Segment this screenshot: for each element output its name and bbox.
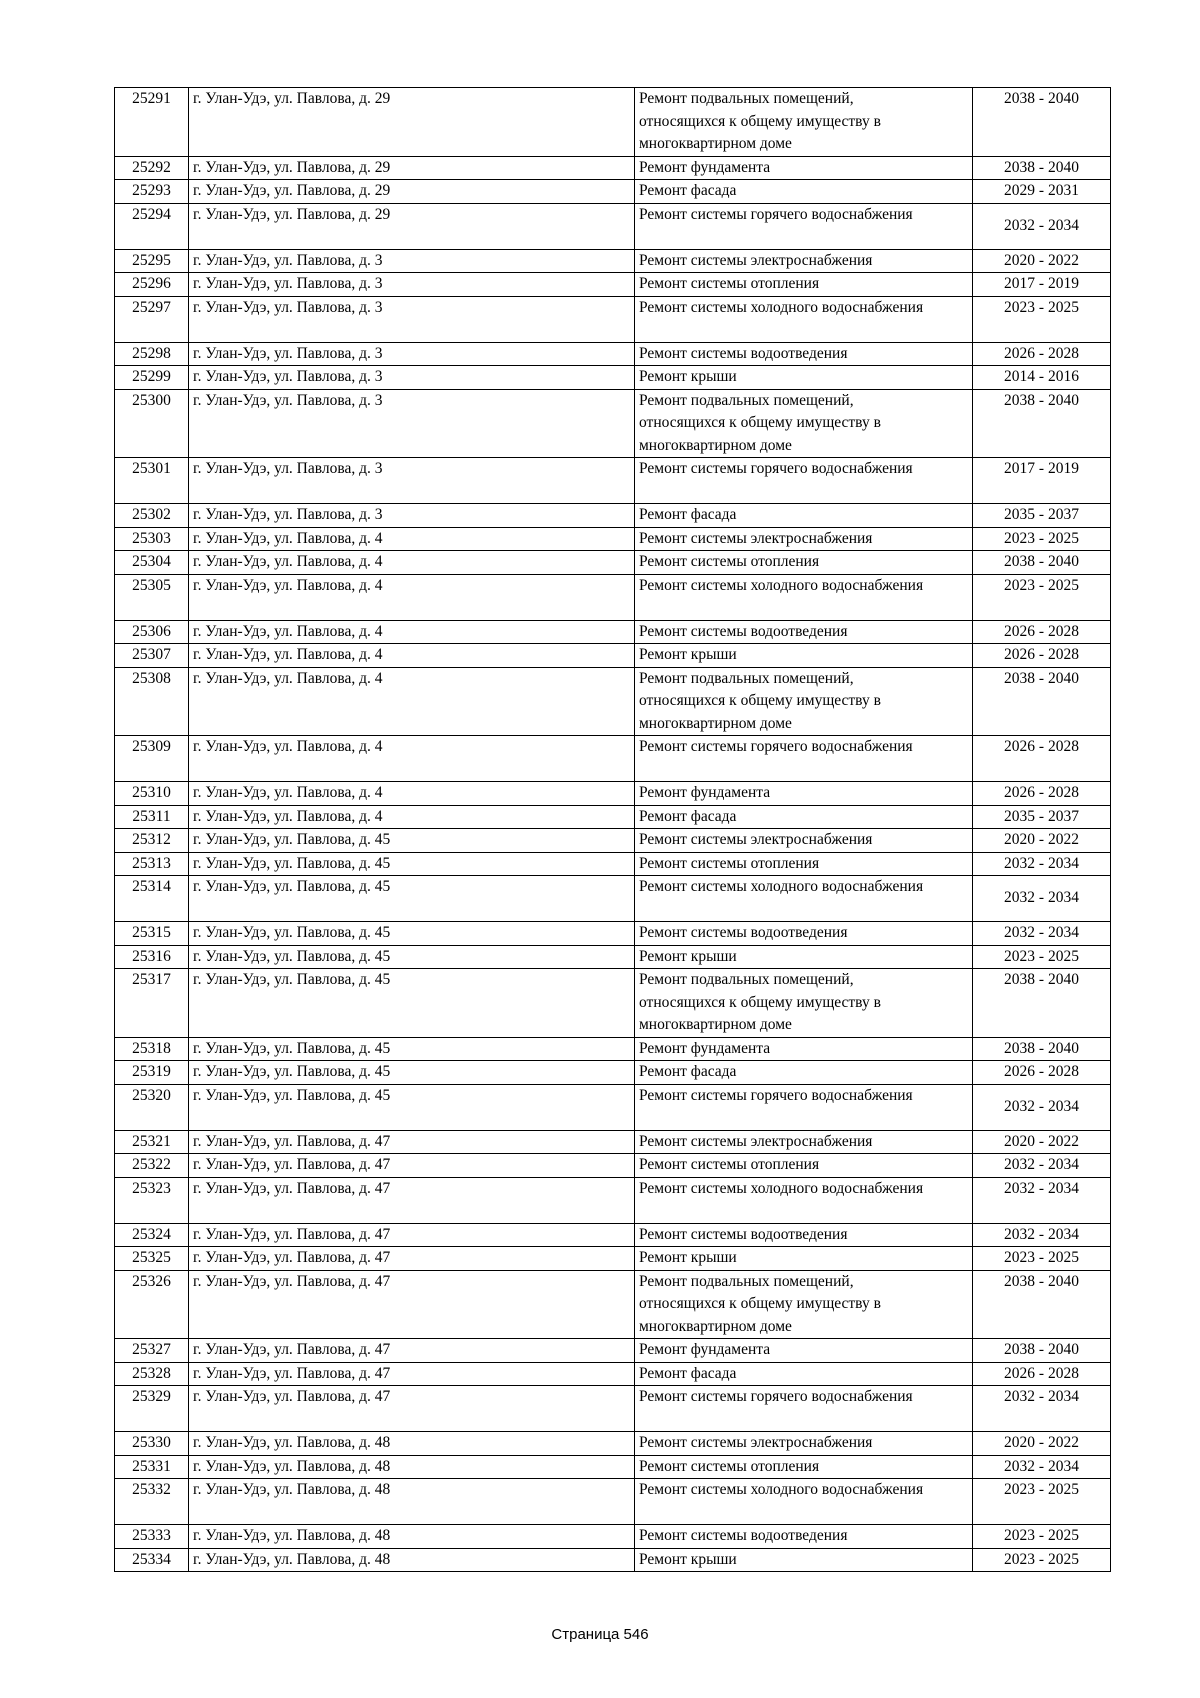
row-number: 25323 [115, 1177, 189, 1223]
table-row [115, 852, 1111, 876]
row-address: г. Улан-Удэ, ул. Павлова, д. 45 [189, 922, 635, 946]
row-period: 2017 - 2019 [973, 273, 1111, 297]
row-address: г. Улан-Удэ, ул. Павлова, д. 47 [189, 1270, 635, 1339]
row-number: 25314 [115, 876, 189, 922]
row-work-type: Ремонт системы холодного водоснабжения [635, 1177, 973, 1223]
row-work-type: Ремонт системы холодного водоснабжения [635, 574, 973, 620]
row-period: 2032 - 2034 [973, 1386, 1111, 1432]
row-work-type: Ремонт фундамента [635, 1037, 973, 1061]
row-work-type: Ремонт системы электроснабжения [635, 249, 973, 273]
row-number: 25296 [115, 273, 189, 297]
row-period: 2038 - 2040 [973, 667, 1111, 736]
row-work-type: Ремонт системы отопления [635, 273, 973, 297]
row-address: г. Улан-Удэ, ул. Павлова, д. 47 [189, 1223, 635, 1247]
row-number: 25327 [115, 1339, 189, 1363]
row-address: г. Улан-Удэ, ул. Павлова, д. 47 [189, 1154, 635, 1178]
row-period: 2026 - 2028 [973, 1362, 1111, 1386]
row-period: 2023 - 2025 [973, 1525, 1111, 1549]
row-work-type: Ремонт фасада [635, 504, 973, 528]
row-work-type: Ремонт системы отопления [635, 551, 973, 575]
row-work-type: Ремонт фасада [635, 180, 973, 204]
row-period: 2038 - 2040 [973, 156, 1111, 180]
row-address: г. Улан-Удэ, ул. Павлова, д. 48 [189, 1455, 635, 1479]
row-address: г. Улан-Удэ, ул. Павлова, д. 48 [189, 1479, 635, 1525]
table-row [115, 945, 1111, 969]
row-address: г. Улан-Удэ, ул. Павлова, д. 4 [189, 551, 635, 575]
row-number: 25326 [115, 1270, 189, 1339]
table-row [115, 88, 1111, 157]
row-address: г. Улан-Удэ, ул. Павлова, д. 48 [189, 1548, 635, 1572]
row-period: 2023 - 2025 [973, 1479, 1111, 1525]
table-row [115, 527, 1111, 551]
row-number: 25316 [115, 945, 189, 969]
table-row [115, 782, 1111, 806]
row-period: 2026 - 2028 [973, 736, 1111, 782]
row-work-type: Ремонт системы горячего водоснабжения [635, 458, 973, 504]
row-number: 25315 [115, 922, 189, 946]
table-row [115, 1455, 1111, 1479]
row-work-type: Ремонт системы горячего водоснабжения [635, 736, 973, 782]
row-number: 25318 [115, 1037, 189, 1061]
row-number: 25321 [115, 1130, 189, 1154]
row-work-type: Ремонт подвальных помещений, относящихся к общему имуществу в многоквартирном доме [635, 1270, 973, 1339]
table-row [115, 273, 1111, 297]
row-work-type: Ремонт подвальных помещений, относящихся к общему имуществу в многоквартирном доме [635, 667, 973, 736]
row-work-type: Ремонт крыши [635, 1548, 973, 1572]
row-address: г. Улан-Удэ, ул. Павлова, д. 3 [189, 249, 635, 273]
row-period: 2026 - 2028 [973, 342, 1111, 366]
table-row [115, 203, 1111, 249]
row-period: 2017 - 2019 [973, 458, 1111, 504]
row-address: г. Улан-Удэ, ул. Павлова, д. 45 [189, 1084, 635, 1130]
row-number: 25301 [115, 458, 189, 504]
row-period: 2020 - 2022 [973, 249, 1111, 273]
row-period: 2038 - 2040 [973, 1270, 1111, 1339]
row-work-type: Ремонт фасада [635, 1061, 973, 1085]
row-period: 2026 - 2028 [973, 1061, 1111, 1085]
row-address: г. Улан-Удэ, ул. Павлова, д. 29 [189, 156, 635, 180]
row-period: 2020 - 2022 [973, 1130, 1111, 1154]
row-period: 2038 - 2040 [973, 551, 1111, 575]
row-work-type: Ремонт системы водоотведения [635, 620, 973, 644]
row-number: 25334 [115, 1548, 189, 1572]
row-work-type: Ремонт системы отопления [635, 852, 973, 876]
table-row [115, 1177, 1111, 1223]
row-number: 25332 [115, 1479, 189, 1525]
table-row [115, 620, 1111, 644]
table-row [115, 389, 1111, 458]
row-address: г. Улан-Удэ, ул. Павлова, д. 47 [189, 1247, 635, 1271]
row-number: 25300 [115, 389, 189, 458]
table-row [115, 922, 1111, 946]
row-number: 25293 [115, 180, 189, 204]
row-number: 25309 [115, 736, 189, 782]
row-number: 25328 [115, 1362, 189, 1386]
row-address: г. Улан-Удэ, ул. Павлова, д. 45 [189, 829, 635, 853]
table-row [115, 1037, 1111, 1061]
row-number: 25331 [115, 1455, 189, 1479]
row-work-type: Ремонт системы холодного водоснабжения [635, 1479, 973, 1525]
table-row [115, 1154, 1111, 1178]
row-address: г. Улан-Удэ, ул. Павлова, д. 3 [189, 504, 635, 528]
row-work-type: Ремонт системы водоотведения [635, 1525, 973, 1549]
row-address: г. Улан-Удэ, ул. Павлова, д. 29 [189, 180, 635, 204]
table-row [115, 1084, 1111, 1130]
row-work-type: Ремонт системы электроснабжения [635, 1130, 973, 1154]
row-number: 25304 [115, 551, 189, 575]
row-number: 25303 [115, 527, 189, 551]
row-address: г. Улан-Удэ, ул. Павлова, д. 45 [189, 1037, 635, 1061]
table-row [115, 296, 1111, 342]
row-address: г. Улан-Удэ, ул. Павлова, д. 3 [189, 458, 635, 504]
row-period: 2032 - 2034 [973, 1455, 1111, 1479]
row-number: 25307 [115, 644, 189, 668]
row-address: г. Улан-Удэ, ул. Павлова, д. 47 [189, 1339, 635, 1363]
row-address: г. Улан-Удэ, ул. Павлова, д. 3 [189, 273, 635, 297]
row-number: 25312 [115, 829, 189, 853]
table-row [115, 1061, 1111, 1085]
row-work-type: Ремонт системы электроснабжения [635, 1432, 973, 1456]
table-row [115, 969, 1111, 1038]
row-period: 2023 - 2025 [973, 527, 1111, 551]
row-number: 25302 [115, 504, 189, 528]
table-row [115, 504, 1111, 528]
row-address: г. Улан-Удэ, ул. Павлова, д. 47 [189, 1386, 635, 1432]
row-address: г. Улан-Удэ, ул. Павлова, д. 45 [189, 1061, 635, 1085]
row-period: 2020 - 2022 [973, 829, 1111, 853]
table-row [115, 1432, 1111, 1456]
row-number: 25317 [115, 969, 189, 1038]
row-address: г. Улан-Удэ, ул. Павлова, д. 3 [189, 366, 635, 390]
table-row [115, 156, 1111, 180]
table-row [115, 667, 1111, 736]
row-work-type: Ремонт системы холодного водоснабжения [635, 296, 973, 342]
row-period: 2032 - 2034 [973, 852, 1111, 876]
table-row [115, 876, 1111, 922]
row-number: 25324 [115, 1223, 189, 1247]
page-number: Страница 546 [551, 1626, 649, 1643]
table-row [115, 180, 1111, 204]
row-number: 25322 [115, 1154, 189, 1178]
row-period: 2032 - 2034 [973, 1177, 1111, 1223]
table-row [115, 551, 1111, 575]
row-work-type: Ремонт подвальных помещений, относящихся к общему имуществу в многоквартирном доме [635, 969, 973, 1038]
row-period: 2023 - 2025 [973, 296, 1111, 342]
row-work-type: Ремонт фасада [635, 805, 973, 829]
row-work-type: Ремонт системы отопления [635, 1455, 973, 1479]
row-number: 25292 [115, 156, 189, 180]
row-period: 2038 - 2040 [973, 969, 1111, 1038]
row-period: 2026 - 2028 [973, 620, 1111, 644]
row-number: 25297 [115, 296, 189, 342]
row-period: 2023 - 2025 [973, 945, 1111, 969]
table-row [115, 1479, 1111, 1525]
row-number: 25308 [115, 667, 189, 736]
row-address: г. Улан-Удэ, ул. Павлова, д. 3 [189, 342, 635, 366]
row-period: 2032 - 2034 [973, 922, 1111, 946]
row-number: 25291 [115, 88, 189, 157]
row-number: 25295 [115, 249, 189, 273]
row-number: 25325 [115, 1247, 189, 1271]
row-number: 25330 [115, 1432, 189, 1456]
table-row [115, 1270, 1111, 1339]
row-number: 25306 [115, 620, 189, 644]
row-period: 2026 - 2028 [973, 782, 1111, 806]
row-address: г. Улан-Удэ, ул. Павлова, д. 48 [189, 1525, 635, 1549]
row-period: 2038 - 2040 [973, 1339, 1111, 1363]
row-period: 2029 - 2031 [973, 180, 1111, 204]
row-work-type: Ремонт крыши [635, 644, 973, 668]
table-row [115, 805, 1111, 829]
row-number: 25305 [115, 574, 189, 620]
row-period: 2014 - 2016 [973, 366, 1111, 390]
table-row [115, 1130, 1111, 1154]
table-row [115, 1223, 1111, 1247]
row-work-type: Ремонт системы холодного водоснабжения [635, 876, 973, 922]
row-number: 25333 [115, 1525, 189, 1549]
row-work-type: Ремонт системы водоотведения [635, 922, 973, 946]
row-period: 2035 - 2037 [973, 805, 1111, 829]
row-work-type: Ремонт фундамента [635, 1339, 973, 1363]
table-row [115, 1548, 1111, 1572]
row-address: г. Улан-Удэ, ул. Павлова, д. 3 [189, 389, 635, 458]
row-period: 2023 - 2025 [973, 1548, 1111, 1572]
row-period: 2035 - 2037 [973, 504, 1111, 528]
row-work-type: Ремонт фундамента [635, 782, 973, 806]
table-row [115, 249, 1111, 273]
row-number: 25320 [115, 1084, 189, 1130]
row-period: 2026 - 2028 [973, 644, 1111, 668]
row-period: 2020 - 2022 [973, 1432, 1111, 1456]
row-number: 25299 [115, 366, 189, 390]
row-work-type: Ремонт системы горячего водоснабжения [635, 203, 973, 249]
table-row [115, 574, 1111, 620]
row-address: г. Улан-Удэ, ул. Павлова, д. 4 [189, 527, 635, 551]
row-address: г. Улан-Удэ, ул. Павлова, д. 4 [189, 644, 635, 668]
row-address: г. Улан-Удэ, ул. Павлова, д. 4 [189, 574, 635, 620]
row-period: 2023 - 2025 [973, 574, 1111, 620]
row-work-type: Ремонт системы горячего водоснабжения [635, 1084, 973, 1130]
table-row [115, 458, 1111, 504]
row-work-type: Ремонт фундамента [635, 156, 973, 180]
table-row [115, 342, 1111, 366]
table-row [115, 1386, 1111, 1432]
row-period: 2038 - 2040 [973, 88, 1111, 157]
row-work-type: Ремонт системы электроснабжения [635, 829, 973, 853]
row-work-type: Ремонт системы водоотведения [635, 342, 973, 366]
table-row [115, 1339, 1111, 1363]
row-address: г. Улан-Удэ, ул. Павлова, д. 29 [189, 203, 635, 249]
row-number: 25329 [115, 1386, 189, 1432]
row-address: г. Улан-Удэ, ул. Павлова, д. 45 [189, 945, 635, 969]
row-work-type: Ремонт системы водоотведения [635, 1223, 973, 1247]
table-row [115, 736, 1111, 782]
table-row [115, 1247, 1111, 1271]
row-number: 25294 [115, 203, 189, 249]
row-work-type: Ремонт системы отопления [635, 1154, 973, 1178]
table-row [115, 366, 1111, 390]
row-number: 25319 [115, 1061, 189, 1085]
table-row [115, 829, 1111, 853]
row-number: 25313 [115, 852, 189, 876]
table-row [115, 1362, 1111, 1386]
row-work-type: Ремонт подвальных помещений, относящихся к общему имуществу в многоквартирном доме [635, 88, 973, 157]
row-address: г. Улан-Удэ, ул. Павлова, д. 45 [189, 876, 635, 922]
row-period: 2032 - 2034 [973, 876, 1111, 922]
row-address: г. Улан-Удэ, ул. Павлова, д. 47 [189, 1362, 635, 1386]
row-work-type: Ремонт крыши [635, 945, 973, 969]
row-address: г. Улан-Удэ, ул. Павлова, д. 47 [189, 1177, 635, 1223]
row-address: г. Улан-Удэ, ул. Павлова, д. 4 [189, 782, 635, 806]
row-address: г. Улан-Удэ, ул. Павлова, д. 4 [189, 620, 635, 644]
row-number: 25311 [115, 805, 189, 829]
row-address: г. Улан-Удэ, ул. Павлова, д. 45 [189, 969, 635, 1038]
row-address: г. Улан-Удэ, ул. Павлова, д. 47 [189, 1130, 635, 1154]
row-period: 2038 - 2040 [973, 1037, 1111, 1061]
row-address: г. Улан-Удэ, ул. Павлова, д. 48 [189, 1432, 635, 1456]
table-row [115, 1525, 1111, 1549]
row-address: г. Улан-Удэ, ул. Павлова, д. 45 [189, 852, 635, 876]
row-period: 2032 - 2034 [973, 1154, 1111, 1178]
row-address: г. Улан-Удэ, ул. Павлова, д. 3 [189, 296, 635, 342]
row-work-type: Ремонт крыши [635, 366, 973, 390]
row-work-type: Ремонт системы электроснабжения [635, 527, 973, 551]
repair-schedule-table [114, 87, 1111, 1572]
row-address: г. Улан-Удэ, ул. Павлова, д. 4 [189, 805, 635, 829]
row-period: 2032 - 2034 [973, 1084, 1111, 1130]
row-number: 25298 [115, 342, 189, 366]
row-period: 2032 - 2034 [973, 203, 1111, 249]
row-period: 2032 - 2034 [973, 1223, 1111, 1247]
table-body [115, 88, 1111, 1572]
row-address: г. Улан-Удэ, ул. Павлова, д. 4 [189, 736, 635, 782]
row-period: 2023 - 2025 [973, 1247, 1111, 1271]
row-number: 25310 [115, 782, 189, 806]
row-work-type: Ремонт фасада [635, 1362, 973, 1386]
row-address: г. Улан-Удэ, ул. Павлова, д. 29 [189, 88, 635, 157]
row-address: г. Улан-Удэ, ул. Павлова, д. 4 [189, 667, 635, 736]
row-period: 2038 - 2040 [973, 389, 1111, 458]
row-work-type: Ремонт крыши [635, 1247, 973, 1271]
row-work-type: Ремонт подвальных помещений, относящихся к общему имуществу в многоквартирном доме [635, 389, 973, 458]
row-work-type: Ремонт системы горячего водоснабжения [635, 1386, 973, 1432]
table-row [115, 644, 1111, 668]
